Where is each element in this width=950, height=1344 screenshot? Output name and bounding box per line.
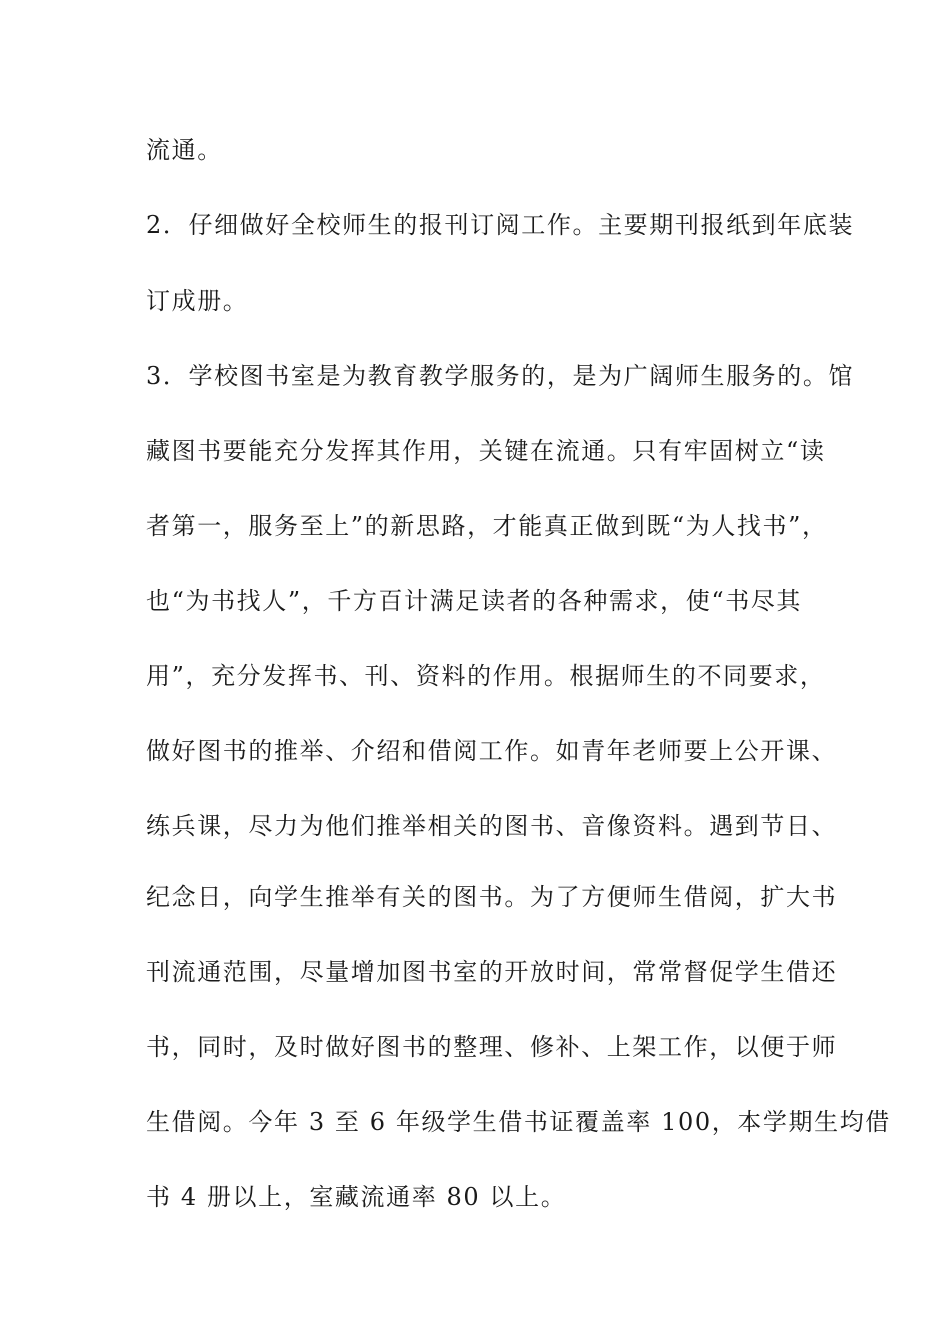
text-line: 书，同时，及时做好图书的整理、修补、上架工作，以便于师 [146,1033,838,1061]
text-line: 2．仔细做好全校师生的报刊订阅工作。主要期刊报纸到年底装 [146,211,855,239]
text-line: 书 4 册以上，室藏流通率 80 以上。 [146,1183,567,1211]
text-line: 练兵课，尽力为他们推举相关的图书、音像资料。遇到节日、 [146,812,838,840]
text-line: 做好图书的推举、介绍和借阅工作。如青年老师要上公开课、 [146,737,838,765]
text-line: 流通。 [146,136,223,164]
text-line: 藏图书要能充分发挥其作用，关键在流通。只有牢固树立“读 [146,437,826,465]
text-line: 3．学校图书室是为教育教学服务的，是为广阔师生服务的。馆 [146,362,855,390]
text-line: 生借阅。今年 3 至 6 年级学生借书证覆盖率 100，本学期生均借 [146,1108,891,1136]
text-line: 纪念日，向学生推举有关的图书。为了方便师生借阅，扩大书 [146,883,838,911]
text-line: 者第一，服务至上”的新思路，才能真正做到既“为人找书”， [146,512,828,540]
text-line: 也“为书找人”，千方百计满足读者的各种需求，使“书尽其 [146,587,803,615]
text-line: 刊流通范围，尽量增加图书室的开放时间，常常督促学生借还 [146,958,838,986]
text-line: 订成册。 [146,287,249,315]
text-line: 用”，充分发挥书、刊、资料的作用。根据师生的不同要求， [146,662,826,690]
